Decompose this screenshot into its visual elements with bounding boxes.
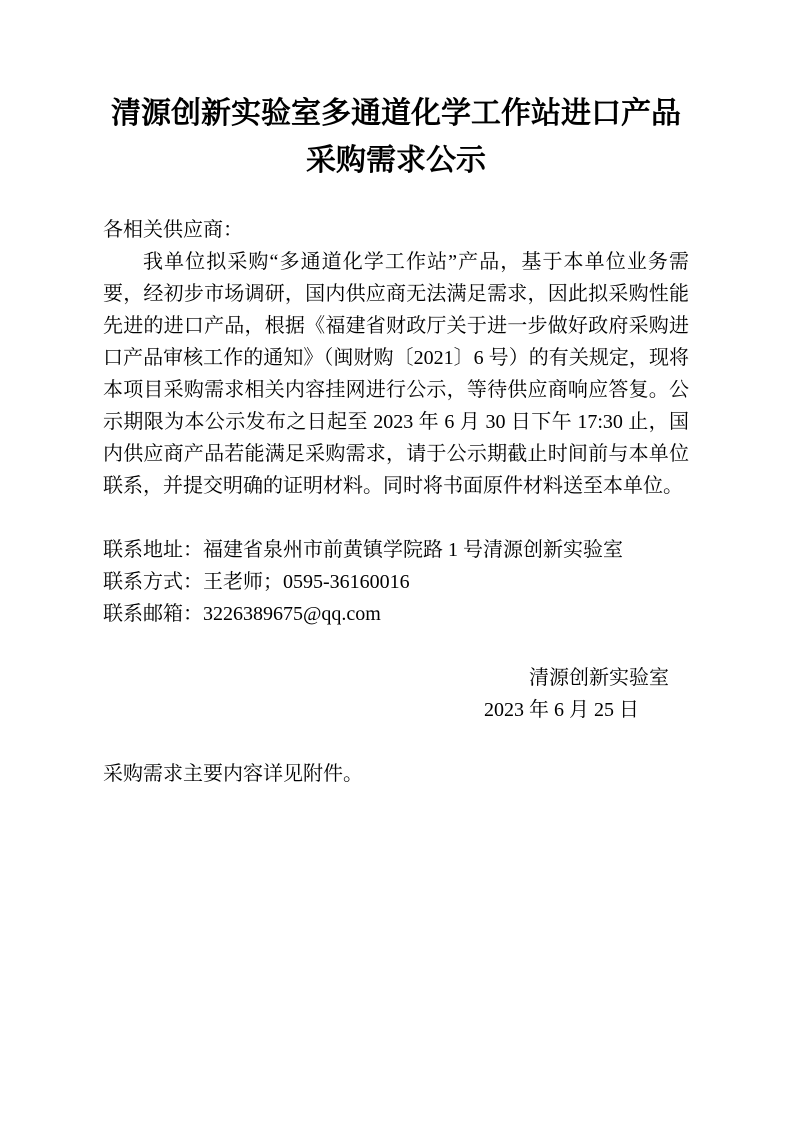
contact-phone-line <box>103 566 689 598</box>
title-line-2: 采购需求公示 <box>306 144 486 177</box>
closing-note: 采购需求主要内容详见附件。 <box>103 763 363 785</box>
contact-block <box>103 534 689 630</box>
contact-address-label: 联系地址： <box>103 539 203 561</box>
contact-email-line <box>103 598 689 630</box>
salutation: 各相关供应商： <box>103 219 243 241</box>
contact-address-value: 福建省泉州市前黄镇学院路 1 号清源创新实验室 <box>203 539 623 561</box>
contact-address-line <box>103 534 689 566</box>
contact-email-label: 联系邮箱： <box>103 603 203 625</box>
contact-phone-value: 王老师；0595-36160016 <box>203 571 410 593</box>
signature-block <box>103 662 689 726</box>
signature-date: 2023 年 6 月 25 日 <box>484 699 639 721</box>
contact-phone-label: 联系方式： <box>103 571 203 593</box>
body-paragraph: 我单位拟采购“多通道化学工作站”产品，基于本单位业务需要，经初步市场调研，国内供应商无法满足需求，因此拟采购性能先进的进口产品，根据《福建省财政厅关于进一步做好政府采购进口产品审核工作的通知》（闽财购〔2021〕6 号）的有关规定，现将本项目采购需求相关内容挂网进行公示，等待供应商响应答复。公示期限为本公示发布之日起至 2023 年 6 月 30 日下午 17:30 止，国内供应商产品若能满足采购需求，请于公示期截止时间前与本单位联系，并提交明确的证明材料。同时将书面原件材料送至本单位。 <box>103 251 689 497</box>
contact-email-value: 3226389675@qq.com <box>203 603 381 625</box>
title-line-1: 清源创新实验室多通道化学工作站进口产品 <box>111 97 681 130</box>
document-title <box>103 90 689 184</box>
signature-org: 清源创新实验室 <box>529 667 669 689</box>
